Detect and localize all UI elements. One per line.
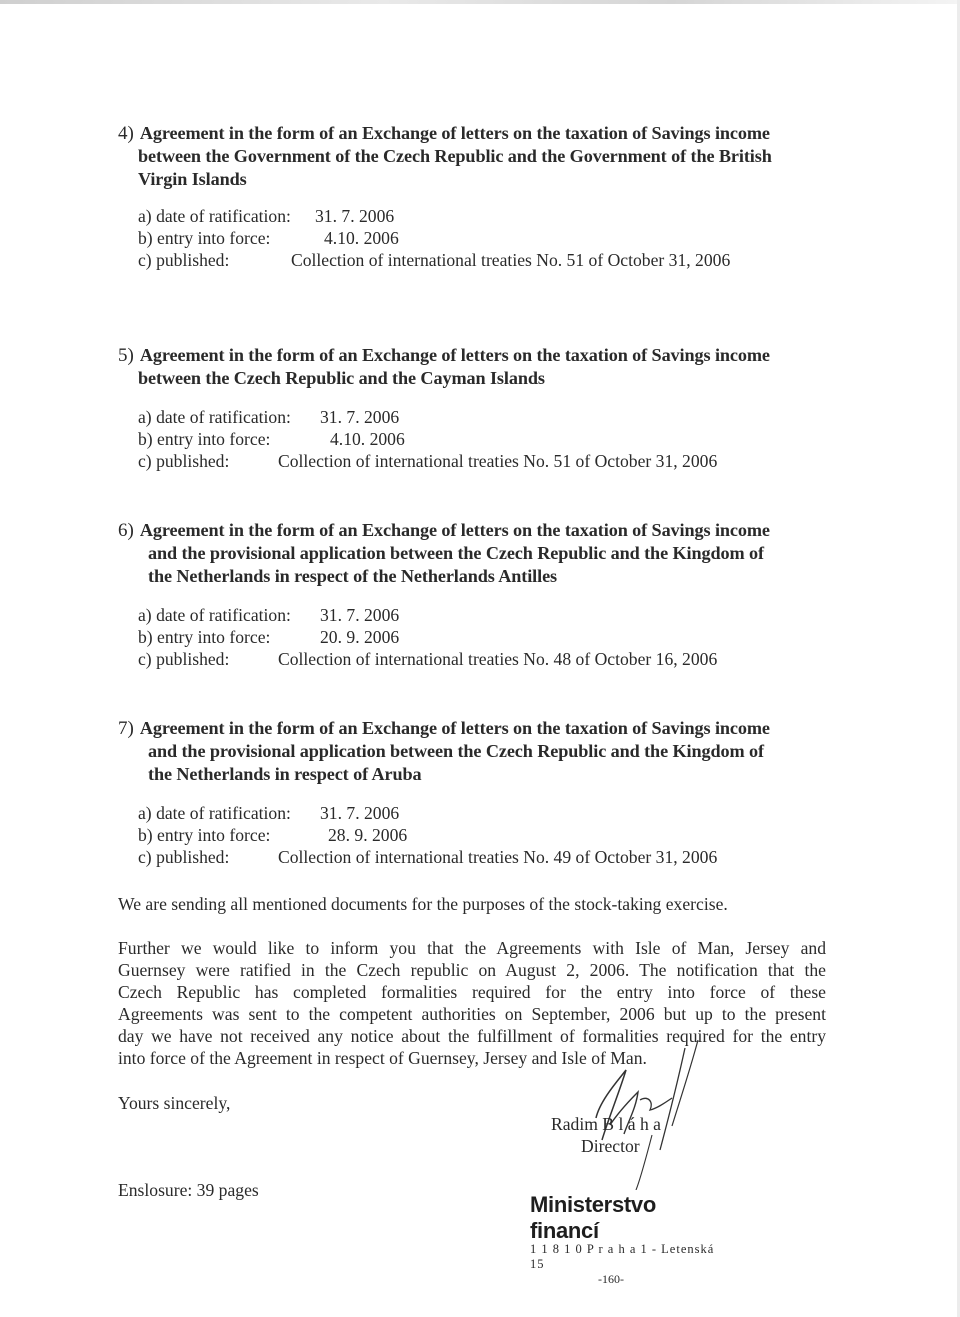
ministry-stamp	[530, 1192, 730, 1287]
agreement-title-line: and the provisional application between the Czech Republic and the Kingdom of	[148, 741, 764, 761]
stamp-address: 1 1 8 1 0 P r a h a 1 - Letenská 15	[530, 1242, 715, 1271]
agreement-section-6	[118, 519, 818, 670]
signer-title: Director	[581, 1136, 640, 1156]
entry-value: 28. 9. 2006	[328, 825, 408, 845]
published-label: c) published:	[138, 451, 230, 471]
agreement-fields	[118, 205, 818, 271]
agreement-section-4	[118, 122, 818, 271]
paragraph-line: day we have not received any notice about the fulfillment of formalities required for the entry	[118, 1026, 826, 1046]
sending-note: We are sending all mentioned documents for the purposes of the stock-taking exercise.	[118, 894, 728, 914]
ratification-label: a) date of ratification:	[138, 407, 291, 427]
agreement-section-7	[118, 717, 818, 868]
agreement-number: 6)	[118, 520, 134, 541]
agreement-title-line: the Netherlands in respect of Aruba	[148, 764, 422, 784]
scan-top-edge	[0, 0, 960, 4]
published-label: c) published:	[138, 649, 230, 669]
ratification-label: a) date of ratification:	[138, 605, 291, 625]
paragraph-line: Agreements was sent to the competent authorities on September, 2006 but up to the present	[118, 1004, 826, 1024]
published-value: Collection of international treaties No. 49 of October 31, 2006	[278, 847, 718, 867]
agreement-title-line: Virgin Islands	[138, 169, 247, 189]
agreement-title-line: Agreement in the form of an Exchange of letters on the taxation of Savings income	[139, 520, 770, 540]
entry-label: b) entry into force:	[138, 627, 271, 647]
published-value: Collection of international treaties No. 51 of October 31, 2006	[291, 250, 731, 270]
agreement-heading	[118, 717, 818, 786]
agreement-title-line: Agreement in the form of an Exchange of letters on the taxation of Savings income	[139, 345, 770, 365]
sending-note-paragraph	[118, 893, 826, 915]
entry-value: 20. 9. 2006	[320, 627, 400, 647]
paragraph-line: Further we would like to inform you that the Agreements with Isle of Man, Jersey and	[118, 938, 826, 958]
ratification-label: a) date of ratification:	[138, 803, 291, 823]
paragraph-line: Czech Republic has completed formalities required for the entry into force of these	[118, 982, 826, 1002]
agreement-title-line: Agreement in the form of an Exchange of letters on the taxation of Savings income	[139, 123, 770, 143]
agreement-heading	[118, 122, 818, 191]
agreement-section-5	[118, 344, 818, 472]
stamp-ministry-name: Ministerstvo financí	[530, 1192, 656, 1243]
agreement-number: 4)	[118, 123, 134, 144]
published-value: Collection of international treaties No. 48 of October 16, 2006	[278, 649, 718, 669]
agreement-heading	[118, 519, 818, 588]
entry-label: b) entry into force:	[138, 429, 271, 449]
agreement-fields	[118, 802, 818, 868]
ratification-label: a) date of ratification:	[138, 206, 291, 226]
entry-value: 4.10. 2006	[324, 228, 399, 248]
agreement-title-line: Agreement in the form of an Exchange of letters on the taxation of Savings income	[139, 718, 770, 738]
closing-text: Yours sincerely,	[118, 1093, 231, 1113]
entry-value: 4.10. 2006	[330, 429, 405, 449]
stamp-number: -160-	[598, 1272, 624, 1286]
ratification-value: 31. 7. 2006	[320, 803, 400, 823]
published-value: Collection of international treaties No. 51 of October 31, 2006	[278, 451, 718, 471]
entry-label: b) entry into force:	[138, 825, 271, 845]
agreement-title-line: between the Czech Republic and the Cayman Islands	[138, 368, 545, 388]
agreement-title-line: the Netherlands in respect of the Netherlands Antilles	[148, 566, 558, 586]
signer-name: Radim B l á h a	[551, 1114, 661, 1134]
agreement-fields	[118, 406, 818, 472]
agreement-number: 5)	[118, 345, 134, 366]
published-label: c) published:	[138, 847, 230, 867]
agreement-number: 7)	[118, 718, 134, 739]
agreement-heading	[118, 344, 818, 390]
entry-label: b) entry into force:	[138, 228, 271, 248]
published-label: c) published:	[138, 250, 230, 270]
paragraph-line: Guernsey were ratified in the Czech republic on August 2, 2006. The notification that the	[118, 960, 826, 980]
ratification-value: 31. 7. 2006	[320, 407, 400, 427]
ratification-value: 31. 7. 2006	[320, 605, 400, 625]
ratification-value: 31. 7. 2006	[315, 206, 395, 226]
paragraph-line: into force of the Agreement in respect of Guernsey, Jersey and Isle of Man.	[118, 1048, 647, 1068]
agreement-title-line: and the provisional application between the Czech Republic and the Kingdom of	[148, 543, 764, 563]
enclosure-text: Enslosure: 39 pages	[118, 1180, 259, 1200]
agreement-fields	[118, 604, 818, 670]
agreement-title-line: between the Government of the Czech Republic and the Government of the British	[138, 146, 772, 166]
